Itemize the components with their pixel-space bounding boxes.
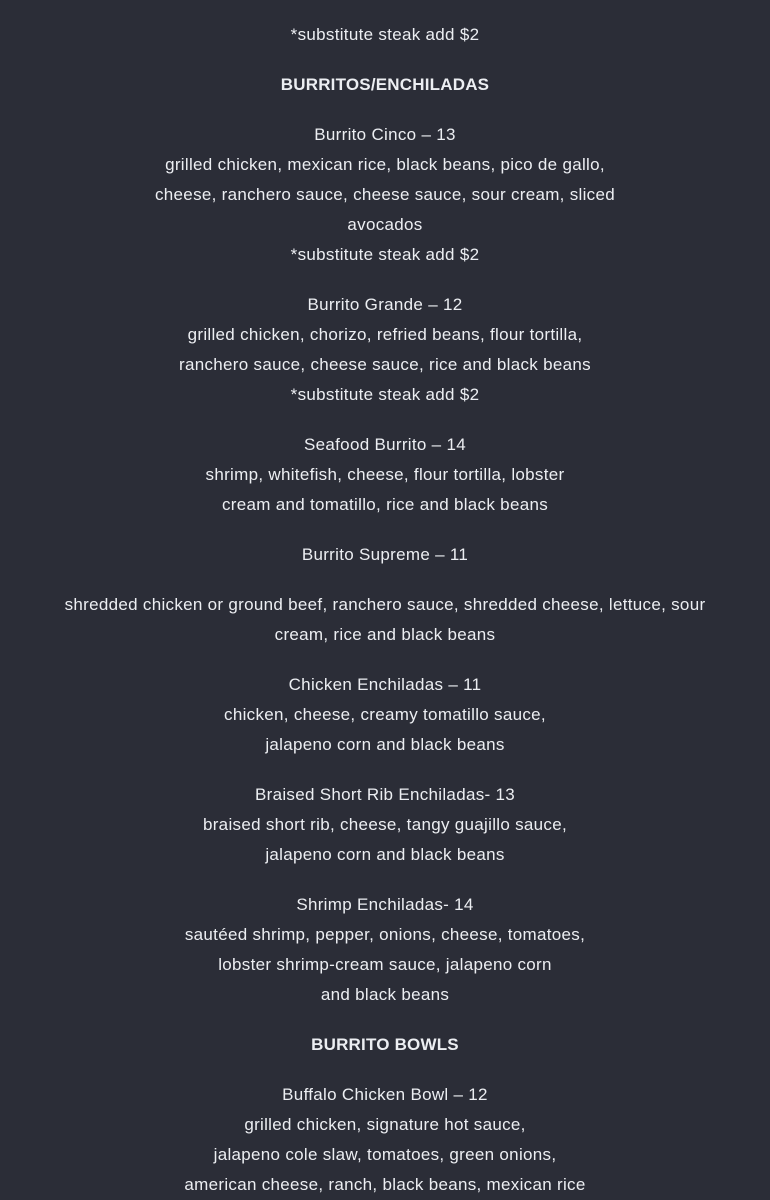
menu-item-description: shredded chicken or ground beef, ranchero sauce, shredded cheese, lettuce, sour [64, 595, 706, 614]
substitute-note: *substitute steak add $2 [290, 245, 480, 264]
menu-item-title: Seafood Burrito – 14 [304, 435, 466, 454]
menu-item-description: grilled chicken, chorizo, refried beans, flour tortilla, [187, 325, 583, 344]
menu-item-description: braised short rib, cheese, tangy guajillo sauce, [202, 815, 568, 834]
menu-item-description: and black beans [320, 985, 450, 1004]
menu-item-title: Braised Short Rib Enchiladas- 13 [254, 785, 515, 804]
menu-item-title: Burrito Supreme – 11 [301, 545, 469, 564]
menu-item-title: Burrito Cinco – 13 [314, 125, 456, 144]
substitute-note: *substitute steak add $2 [290, 25, 480, 44]
menu-item-title: Burrito Grande – 12 [307, 295, 463, 314]
menu-item-description: cream and tomatillo, rice and black beans [221, 495, 549, 514]
menu-item-description: ranchero sauce, cheese sauce, rice and black beans [179, 355, 591, 374]
menu-item-description: grilled chicken, mexican rice, black beans, pico de gallo, [165, 155, 605, 174]
menu-item-description: cheese, ranchero sauce, cheese sauce, sour cream, sliced [155, 185, 615, 204]
menu-line-partial-top [0, 0, 770, 20]
menu-item-title: Buffalo Chicken Bowl – 12 [282, 1085, 488, 1104]
menu-item-title: Chicken Enchiladas – 11 [288, 675, 482, 694]
menu-item-description: avocados [347, 215, 423, 234]
substitute-note: *substitute steak add $2 [290, 385, 480, 404]
section-heading-burritos-enchiladas: BURRITOS/ENCHILADAS [280, 75, 490, 94]
menu-item-description: sautéed shrimp, pepper, onions, cheese, tomatoes, [184, 925, 586, 944]
menu-item-description: grilled chicken, signature hot sauce, [244, 1115, 526, 1134]
menu-item-description: jalapeno corn and black beans [265, 845, 505, 864]
menu-item-description: jalapeno corn and black beans [265, 735, 505, 754]
menu-item-description: cream, rice and black beans [274, 625, 496, 644]
menu-item-description: chicken, cheese, creamy tomatillo sauce, [224, 705, 546, 724]
menu-item-description: lobster shrimp-cream sauce, jalapeno corn [218, 955, 552, 974]
menu-item-title: Shrimp Enchiladas- 14 [296, 895, 474, 914]
section-heading-burrito-bowls: BURRITO BOWLS [311, 1035, 459, 1054]
menu-item-description: american cheese, ranch, black beans, mexican rice [184, 1175, 586, 1194]
menu-item-description: shrimp, whitefish, cheese, flour tortilla, lobster [205, 465, 565, 484]
menu-item-description: jalapeno cole slaw, tomatoes, green onions, [213, 1145, 557, 1164]
